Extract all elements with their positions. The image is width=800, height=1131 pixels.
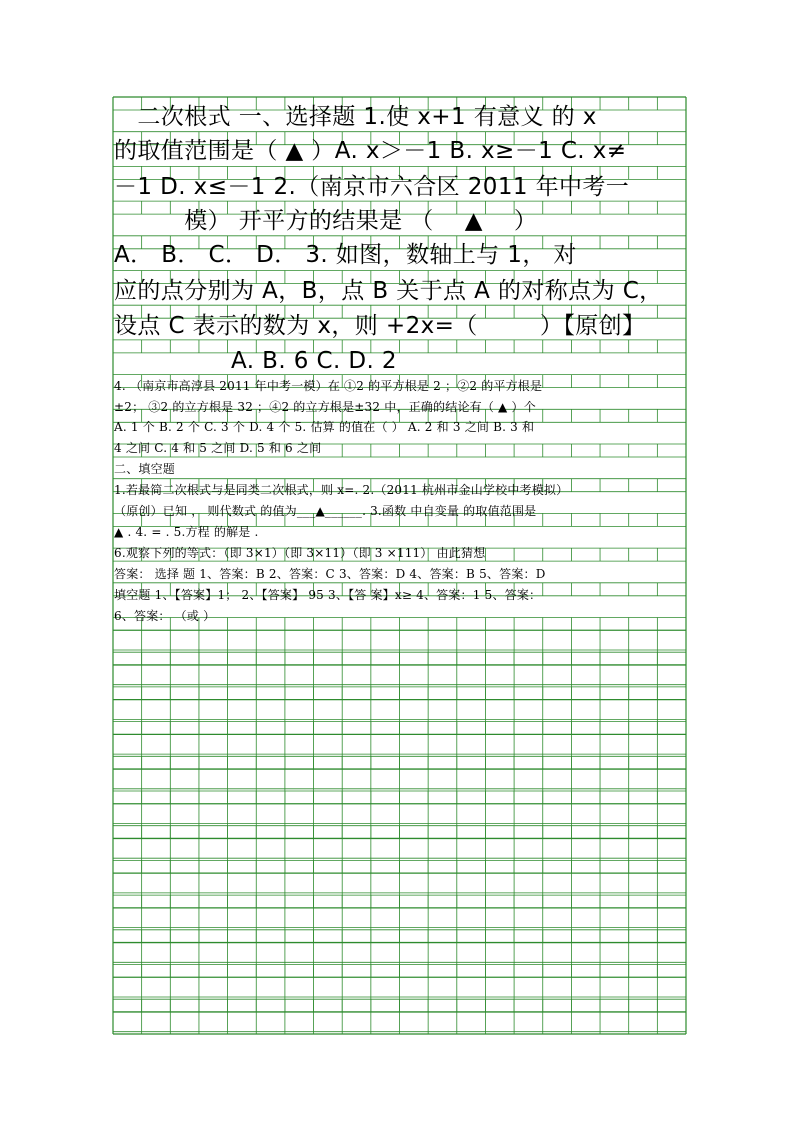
text-line: A. 1 个 B. 2 个 C. 3 个 D. 4 个 5. 估算 的值在（ ） A. 2 和 3 之间 B. 3 和 [114,420,535,434]
text-line: 设点 C 表示的数为 x，则 +2x=（ ）【原创】 [114,313,646,339]
answer-line: 答案： 选择 题 1、答案：B 2、答案：C 3、答案：D 4、答案：B 5、答案：D [114,567,546,581]
text-line: 模） 开平方的结果是 （ ▲ ） [114,208,538,234]
text-line: 二次根式 一、选择题 1.使 x+1 有意义 的 x [114,104,597,130]
answer-line: 6、答案： （或 ） [114,609,216,623]
text-line: （原创）已知 ， 则代数式 的值为___▲______. 3.函数 中自变量 的取值范围是 [114,504,537,518]
text-line: ▲ . 4. = . 5.方程 的解是 . [114,525,259,539]
text-line: 6.观察下列的等式：（即 3×1）（即 3×11）（即 3 ×111） 由此猜想 [114,546,486,560]
text-line: －1 D. x≤－1 2.（南京市六合区 2011 年中考一 [114,174,630,200]
text-line: A． B． C． D． 3. 如图，数轴上与 1， 对 [114,242,577,268]
text-line: A. B. 6 C. D. 2 [114,348,397,374]
answer-line: 填空题 1、【答案】1； 2、【答案】 95 3、【答 案】x≥ 4、答案：1 5、答案： [114,588,542,602]
text-line: 的取值范围是（ ▲ ）A. x＞－1 B. x≥－1 C. x≠ [114,138,627,164]
text-line: ±2； ③2 的立方根是 32 ；④2 的立方根是±32 中，正确的结论有（ ▲ ）个 [114,400,536,414]
text-line: 应的点分别为 A，B，点 B 关于点 A 的对称点为 C， [114,278,663,304]
section-heading: 二、填空题 [114,462,176,476]
text-line: 4. （南京市高淳县 2011 年中考一模）在 ①2 的平方根是 2 ；②2 的平方根是 [114,379,543,393]
text-line: 1.若最简二次根式与是同类二次根式，则 x=. 2.（2011 杭州市金山学校中考模拟） [114,483,569,497]
text-line: 4 之间 C. 4 和 5 之间 D. 5 和 6 之间 [114,441,322,455]
